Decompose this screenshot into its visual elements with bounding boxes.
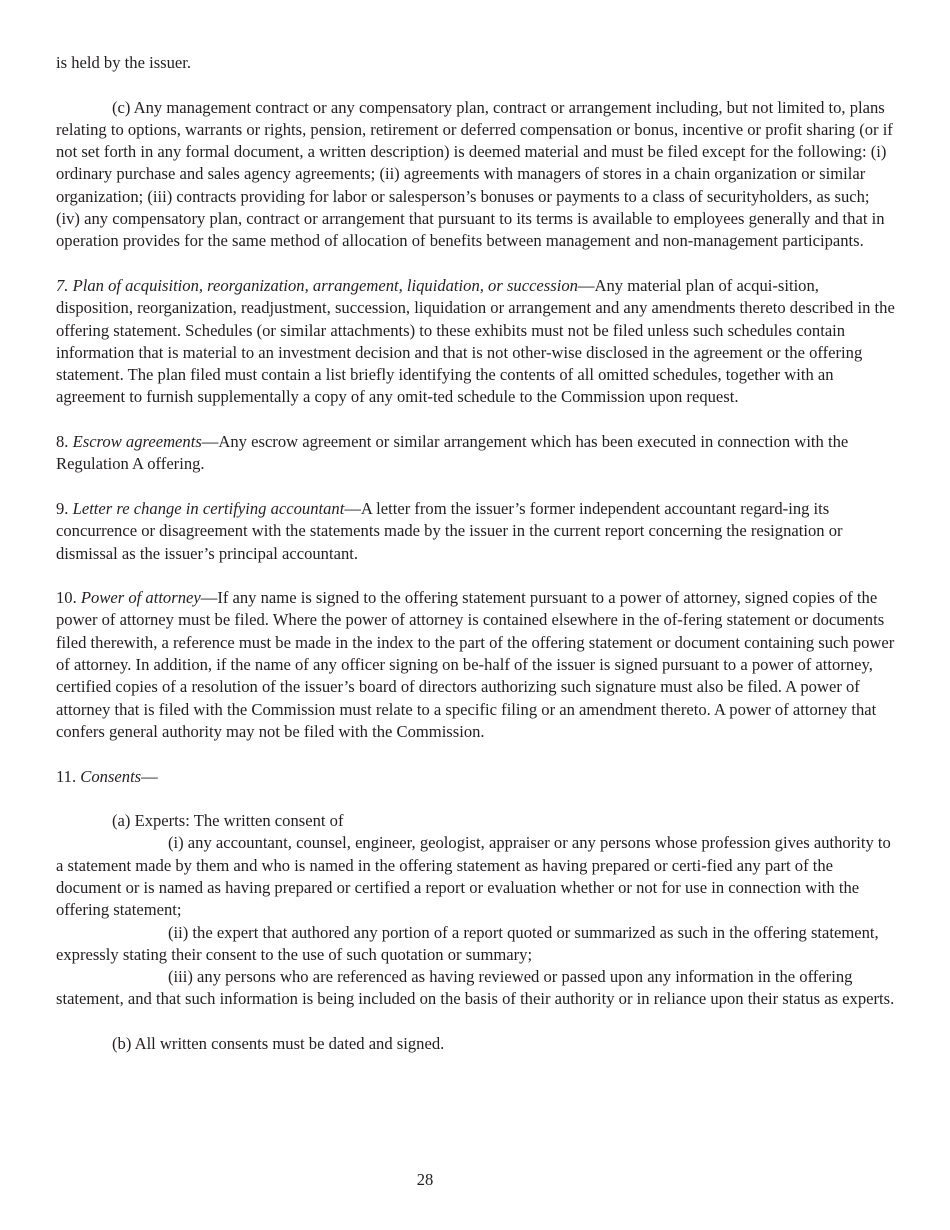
item-11-sub-a-i: (i) any accountant, counsel, engineer, geologist, appraiser or any persons whose profession gives authority to a statement made by them and who is named in the offering statement as having prepared or certi-fied any part of the document or is named as having prepared or certified a report or evaluation whether or not for use in connection with the offering statement;	[56, 833, 891, 920]
item-9	[56, 498, 896, 565]
item-7-body: —Any material plan of acqui-sition, disposition, reorganization, readjustment, succession, liquidation or arrangement and any amendments thereto described in the offering statement. Schedules (or similar attachments) to these exhibits must not be filed unless such schedules contain information that is material to an investment decision and that is not other-wise disclosed in the agreement or the offering statement. The plan filed must contain a list briefly identifying the contents of all omitted schedules, together with an agreement to furnish supplementally a copy of any omit-ted schedule to the Commission upon request.	[56, 275, 895, 407]
item-8-heading: Escrow agreements	[72, 432, 202, 452]
item-10-number: 10.	[56, 588, 81, 608]
item-11-sub-a-ii: (ii) the expert that authored any portion of a report quoted or summarized as such in the offering statement, expressly stating their consent to the use of such quotation or summary;	[56, 922, 879, 964]
item-7	[56, 275, 896, 409]
item-11	[56, 766, 896, 788]
item-10-heading: Power of attorney	[80, 588, 201, 608]
item-7-heading: 7. Plan of acquisition, reorganization, arrangement, liquidation, or succession	[56, 275, 578, 295]
item-9-heading: Letter re change in certifying accountant	[72, 498, 345, 518]
item-11-sub-a: (a) Experts: The written consent of	[112, 811, 344, 831]
item-8	[56, 431, 896, 476]
item-11-dash: —	[141, 766, 158, 786]
document-page	[56, 52, 896, 1055]
item-10	[56, 587, 896, 743]
page-number: 28	[416, 1170, 434, 1189]
item-8-number: 8.	[56, 432, 73, 452]
item-10-body: —If any name is signed to the offering statement pursuant to a power of attorney, signed copies of the power of attorney must be filed. Where the power of attorney is contained elsewhere in the of-fering statement or documents filed therewith, a reference must be made in the index to the part of the offering statement or document containing such power of attorney. In addition, if the name of any officer signing on be-half of the issuer is signed pursuant to a power of attorney, certified copies of a resolution of the issuer’s board of directors authorizing such signature must also be filed. A power of attorney that is filed with the Commission must relate to a specific filing or an amendment thereto. A power of attorney that confers general authority may not be filed with the Commission.	[56, 588, 895, 741]
item-8-body: —Any escrow agreement or similar arrangement which has been executed in connection with the Regulation A offering.	[56, 432, 849, 474]
item-11-heading: Consents	[80, 766, 142, 786]
item-11-number: 11.	[56, 766, 81, 786]
item-9-body: —A letter from the issuer’s former independent accountant regard-ing its concurrence or disagreement with the statements made by the issuer in the current report concerning the resignation or dismissal as the issuer’s principal accountant.	[56, 498, 843, 563]
paragraph-c: (c) Any management contract or any compensatory plan, contract or arrangement including, but not limited to, plans relating to options, warrants or rights, pension, retirement or deferred compensation or bonus, incentive or profit sharing (or if not set forth in any formal document, a written description) is deemed material and must be filed except for the following: (i) ordinary purchase and sales agency agreements; (ii) agreements with managers of stores in a chain organization or similar organization; (iii) contracts providing for labor or salesperson’s bonuses or payments to a class of securityholders, as such; (iv) any compensatory plan, contract or arrangement that pursuant to its terms is available to employees generally and that in operation provides for the same method of allocation of benefits between management and non-management participants.	[56, 97, 893, 251]
intro-text: is held by the issuer.	[56, 53, 192, 72]
item-11-sub-b: (b) All written consents must be dated and signed.	[112, 1034, 445, 1054]
item-9-number: 9.	[56, 498, 73, 518]
item-11-sub-a-iii: (iii) any persons who are referenced as having reviewed or passed upon any information in the offering statement, and that such information is being included on the basis of their authority or in reliance upon their status as experts.	[56, 967, 895, 1009]
